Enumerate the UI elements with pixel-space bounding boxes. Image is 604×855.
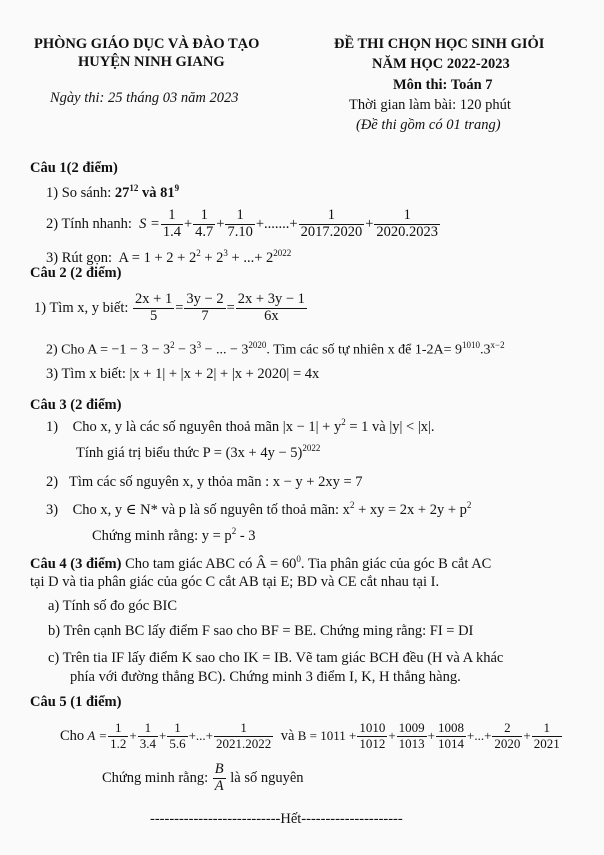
q5-title: Câu 5 (1 điểm) (30, 694, 122, 710)
end-marker: ---------------------------Hết--------------------- (150, 811, 403, 827)
q3-part2: 2) Tìm các số nguyên x, y thỏa mãn : x − y + 2xy = 7 (46, 474, 363, 490)
q3-part3: 3) Cho x, y ∈ N* và p là số nguyên tố thoả mãn: $x^2$ + xy = $2x + 2y + p^2$ (46, 500, 472, 518)
department-name: PHÒNG GIÁO DỤC VÀ ĐÀO TẠO (34, 36, 260, 52)
q4-part-b: b) Trên cạnh BC lấy điểm F sao cho BF = BE. Chứng ming rằng: FI = DI (48, 623, 474, 639)
q3-part3-line2: Chứng minh rằng: $y = p^2 - 3$ (92, 526, 256, 544)
q3-part1: 1) Cho x, y là các số nguyên thoả mãn $|x - 1| + y^2 = 1$ và |y| < |x|. (46, 417, 435, 435)
school-year: NĂM HỌC 2022-2023 (372, 56, 510, 72)
q4-part-c-line2: phía với đường thẳng BC). Chứng minh 3 điểm I, K, H thẳng hàng. (70, 669, 461, 685)
duration: Thời gian làm bài: 120 phút (349, 97, 511, 113)
q4-part-c: c) Trên tia IF lấy điểm K sao cho IK = IB. Vẽ tam giác BCH đều (H và A khác (48, 650, 504, 666)
q1-part3: 3) Rút gọn: $A = 1 + 2 + 2^2 + 2^3$ + ...+ $2^{2022}$ (46, 248, 292, 266)
q2-part1: 1) Tìm x, y biết: $\frac{2x + 1}{5}$ = $\frac{3y - 2}{7}$ = $\frac{2x + 3y - 1}{6x}$ (34, 290, 305, 324)
q4-intro-line2: tại D và tia phân giác của góc C cắt AB tại E; BD và CE cắt nhau tại I. (30, 574, 440, 590)
q1-part1: 1) So sánh: $27^{12}$ và $81^9$ (46, 183, 180, 201)
page-count: (Đề thi gồm có 01 trang) (356, 117, 501, 133)
exam-title: ĐỀ THI CHỌN HỌC SINH GIỎI (334, 36, 545, 52)
q3-part1-line2: Tính giá trị biểu thức $P = (3x + 4y - 5)^{2022}$ (76, 443, 321, 461)
q5-expression: Cho A = $\frac{1}{1.2}$ + $\frac{1}{3.4}$ + $\frac{1}{5.6}$ +...+ $\frac{1}{2021.2022}$ và B = 1011 + $\frac{1010}{1012}$ + $\frac{1009}{1013}$ + $\frac{1008}{1014}$ +...+ $\frac{2}{2020}$ + $\frac{1}{2021}$ (60, 720, 560, 751)
q1-title: Câu 1(2 điểm) (30, 160, 118, 176)
q3-title: Câu 3 (2 điểm) (30, 397, 122, 413)
q2-part2: 2) Cho $A = -1 - 3 - 3^2 - 3^3$ − ... − $3^{2020}$. Tìm các số tự nhiên x để $1-2A= 9^{1010}.3^{x-2}$ (46, 340, 505, 358)
q4-part-a: a) Tính số đo góc BIC (48, 598, 178, 614)
exam-date: Ngày thi: 25 tháng 03 năm 2023 (50, 90, 239, 106)
subject: Môn thi: Toán 7 (393, 77, 493, 93)
q2-part3: 3) Tìm x biết: |x + 1| + |x + 2| + |x + 2020| = 4x (46, 366, 320, 382)
q1-part2: 2) Tính nhanh: S = $\frac{1}{1.4}$ + $\frac{1}{4.7}$ + $\frac{1}{7.10}$ +.......+ $\frac{1}{2017.2020}$ + $\frac{1}{2020.2023}$ (46, 206, 439, 240)
q4-intro: Câu 4 (3 điểm) Cho tam giác ABC có Â = $60^0$. Tia phân giác của góc B cắt AC (30, 554, 492, 572)
q5-prove: Chứng minh rằng: $\frac{B}{A}$ là số nguyên (102, 760, 304, 794)
district-name: HUYỆN NINH GIANG (78, 54, 225, 70)
q2-title: Câu 2 (2 điểm) (30, 265, 122, 281)
